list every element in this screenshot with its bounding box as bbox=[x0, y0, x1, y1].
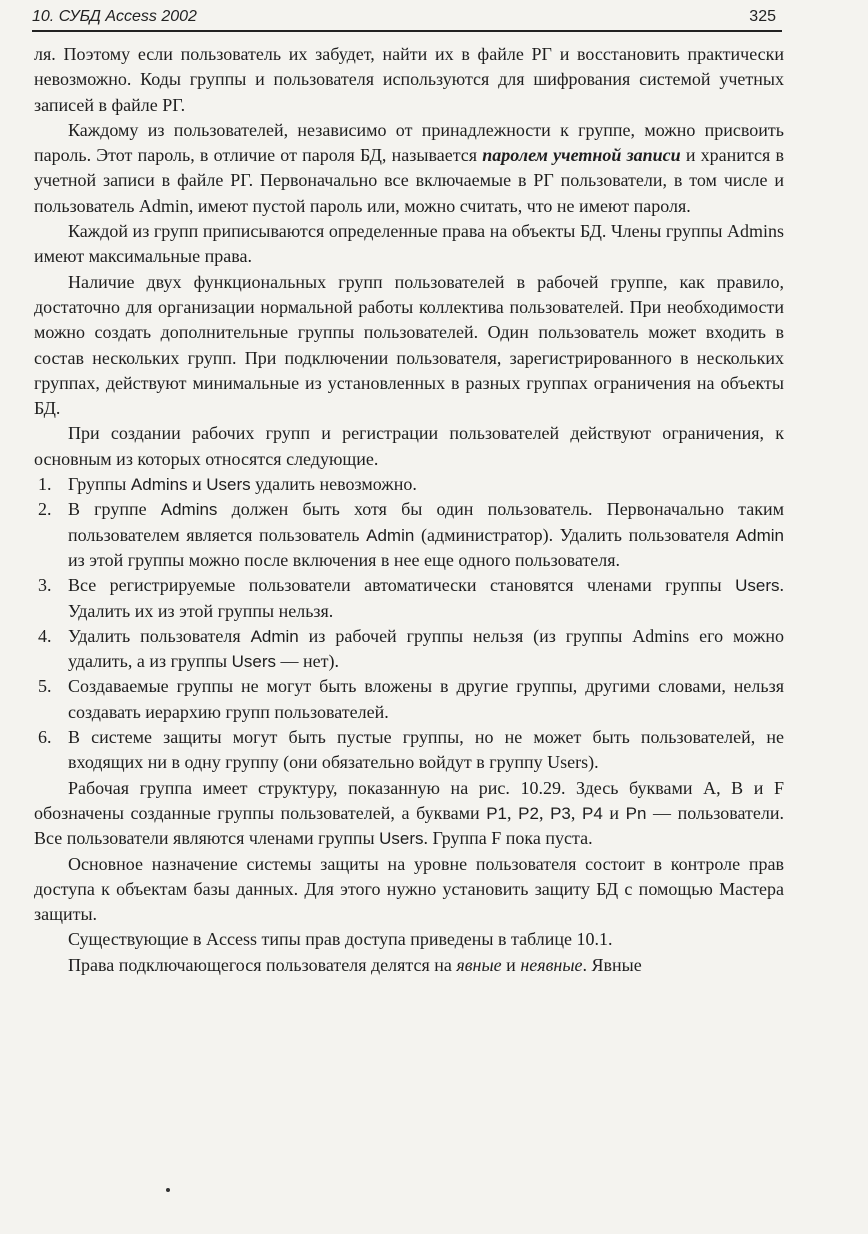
text-run: . Удалить их из этой группы нельзя. bbox=[68, 575, 784, 621]
paragraph-1: ля. Поэтому если пользователь их забудет, найти их в файле РГ и восстановить практически невозможно. Коды группы и пользователя используются для шифрования системой учетных записей в файле РГ. bbox=[34, 44, 784, 115]
text-run: Права подключающегося пользователя делятся на bbox=[68, 954, 457, 975]
list-item bbox=[34, 472, 784, 497]
term-sans: P2 bbox=[518, 803, 539, 823]
text-run: удалить невозможно. bbox=[250, 474, 417, 495]
term-italic: неявные bbox=[520, 954, 583, 975]
list-number: 3. bbox=[38, 575, 52, 596]
running-header bbox=[32, 4, 782, 32]
term-sans: Admins bbox=[160, 500, 218, 520]
term-sans: Users bbox=[735, 576, 780, 596]
paragraph-2-end: и хранится в учетной записи в файле РГ. Первоначально все включаемые в РГ пользователи, в том числе и пользователь Admin, имеют пустой пароль или, можно считать, что не имеют пароля. bbox=[34, 145, 784, 216]
term-sans: Admin bbox=[735, 525, 784, 545]
text-run: , bbox=[570, 802, 582, 823]
text-run: — пользователи. Все пользователи являются членами группы bbox=[34, 802, 785, 849]
term-sans: Admin bbox=[250, 626, 299, 646]
text-column bbox=[34, 42, 784, 978]
text-run: В группе bbox=[68, 499, 161, 520]
list-number: 2. bbox=[38, 499, 52, 520]
text-run: должен быть хотя бы один пользователь. Первоначально таким пользователем является пользователь bbox=[68, 499, 784, 545]
paragraph-2-start: Каждому из пользователей, независимо от принадлежности к группе, можно присвоить пароль. Этот пароль, в отличие от пароля БД, называется bbox=[34, 119, 784, 166]
paragraph-5: При создании рабочих групп и регистрации пользователей действуют ограничения, к основным из которых относятся следующие. bbox=[34, 423, 784, 469]
page-number: 325 bbox=[749, 8, 776, 25]
text-run: — нет). bbox=[276, 651, 339, 672]
text-run: Все регистрируемые пользователи автоматически становятся членами группы bbox=[68, 575, 736, 596]
text-run: Удалить пользователя bbox=[68, 625, 251, 646]
text-run: из этой группы можно после включения в нее еще одного пользователя. bbox=[68, 549, 621, 570]
term-sans: Users bbox=[231, 652, 277, 672]
paragraph-6 bbox=[34, 776, 784, 852]
list-item bbox=[34, 573, 784, 624]
paragraph-7: Основное назначение системы защиты на уровне пользователя состоит в контроле прав доступа к объектам базы данных. Для этого нужно установить защиту БД с помощью Мастера защиты. bbox=[34, 853, 784, 925]
paragraph-9 bbox=[34, 953, 784, 978]
paragraph-8: Существующие в Access типы прав доступа приведены в таблице 10.1. bbox=[68, 929, 613, 950]
restrictions-list bbox=[34, 472, 784, 776]
text-run: . Явные bbox=[582, 954, 642, 975]
print-speck bbox=[166, 1188, 170, 1192]
paragraph-3: Каждой из групп приписываются определенные права на объекты БД. Члены группы Admins имеют максимальные права. bbox=[34, 221, 784, 267]
term-sans: Admin bbox=[366, 525, 415, 545]
list-item bbox=[34, 624, 784, 675]
term-sans: Pn bbox=[625, 803, 647, 823]
list-number: 5. bbox=[38, 676, 52, 697]
paragraph-2 bbox=[34, 118, 784, 219]
list-number: 6. bbox=[38, 727, 52, 748]
term-sans: P4 bbox=[581, 803, 603, 823]
term-sans: P1 bbox=[486, 803, 508, 823]
text-run: Создаваемые группы не могут быть вложены в другие группы, другими словами, нельзя создавать иерархию групп пользователей. bbox=[68, 676, 784, 722]
list-number: 4. bbox=[38, 625, 52, 646]
term-sans: Admins bbox=[130, 475, 188, 495]
chapter-title: 10. СУБД Access 2002 bbox=[32, 8, 197, 25]
text-run: из рабочей группы нельзя (из группы Admins его можно удалить, а из группы bbox=[68, 625, 784, 672]
term-sans: Users bbox=[379, 829, 424, 849]
text-run: . Группа F пока пуста. bbox=[423, 828, 593, 849]
text-run: и bbox=[187, 474, 207, 495]
text-run: Группы bbox=[68, 474, 131, 495]
term-account-password: паролем учетной записи bbox=[482, 145, 681, 166]
paragraph-4: Наличие двух функциональных групп пользователей в рабочей группе, как правило, достаточно для организации нормальной работы коллектива пользователей. При необходимости можно создать дополнительные группы пользователей. Один пользователь может входить в состав нескольких групп. При подключении пользователя, зарегистрированного в нескольких группах, действуют минимальные из установленных в разных группах ограничения на объекты БД. bbox=[34, 271, 784, 419]
list-item bbox=[34, 725, 784, 776]
text-run: , bbox=[507, 802, 519, 823]
list-item bbox=[34, 497, 784, 573]
list-number: 1. bbox=[38, 474, 52, 495]
term-sans: P3 bbox=[550, 803, 571, 823]
text-run: и bbox=[602, 802, 626, 823]
text-run: , bbox=[538, 802, 551, 823]
text-run: В системе защиты могут быть пустые группы, но не может быть пользователей, не входящих ни в одну группу (они обязательно войдут в группу Users). bbox=[68, 727, 784, 773]
text-run: (администратор). Удалить пользователя bbox=[414, 524, 736, 545]
text-run: Рабочая группа имеет структуру, показанную на рис. 10.29. Здесь буквами A, B и F обозначены созданные группы пользователей, а буквами bbox=[34, 777, 784, 823]
term-sans: Users bbox=[206, 475, 251, 495]
term-italic: явные bbox=[456, 954, 502, 975]
body-text bbox=[34, 42, 785, 978]
text-run: и bbox=[501, 954, 521, 975]
list-item bbox=[34, 674, 784, 725]
